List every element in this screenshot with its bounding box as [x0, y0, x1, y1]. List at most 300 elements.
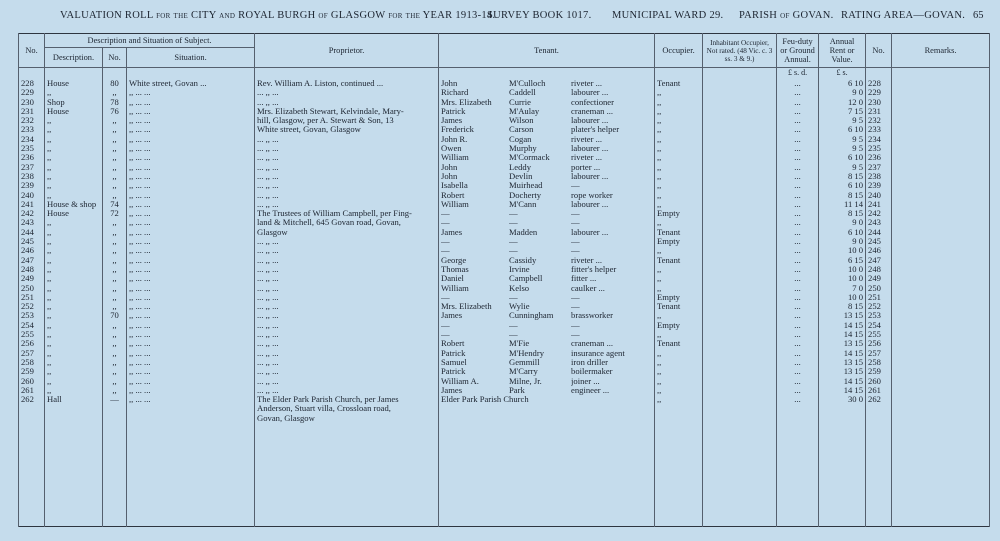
row-situation: ,, ... ...	[127, 125, 255, 134]
row-description: ,,	[45, 116, 103, 125]
tenant-occupation: engineer ...	[571, 385, 610, 395]
row-tenant	[439, 321, 655, 330]
row-feu-duty: ...	[777, 144, 819, 153]
row-tenant	[439, 395, 655, 404]
row-situation: ,, ... ...	[127, 98, 255, 107]
row-number: ,,	[103, 228, 127, 237]
row-annual-rent: 8 15	[819, 209, 866, 218]
row-annual-rent: 8 15	[819, 302, 866, 311]
row-no: 236	[19, 153, 45, 162]
row-feu-duty: ...	[777, 79, 819, 88]
row-annual-rent: 6 10	[819, 79, 866, 88]
tenant-occupation: —	[571, 237, 580, 247]
row-feu-duty: ...	[777, 321, 819, 330]
row-situation: ,, ... ...	[127, 293, 255, 302]
tenant-forename: —	[441, 218, 450, 228]
row-remarks	[892, 284, 990, 293]
table-row	[19, 404, 990, 413]
row-feu-duty: ...	[777, 386, 819, 395]
row-occupier	[655, 404, 703, 413]
row-remarks	[892, 181, 990, 190]
row-feu-duty: ...	[777, 265, 819, 274]
row-number: 72	[103, 209, 127, 218]
tenant-surname: Milne, Jr.	[509, 376, 542, 386]
row-occupier: ,,	[655, 88, 703, 97]
row-no: 232	[19, 116, 45, 125]
row-inhabitant	[703, 367, 777, 376]
row-number: ,,	[103, 125, 127, 134]
row-feu-duty: ...	[777, 209, 819, 218]
row-inhabitant	[703, 377, 777, 386]
table-row	[19, 284, 990, 293]
row-inhabitant	[703, 339, 777, 348]
row-inhabitant	[703, 163, 777, 172]
table-row	[19, 88, 990, 97]
row-annual-rent: 14 15	[819, 321, 866, 330]
row-description: Shop	[45, 98, 103, 107]
row-occupier: ,,	[655, 377, 703, 386]
tenant-surname: M'Aulay	[509, 106, 540, 116]
row-description: ,,	[45, 88, 103, 97]
row-feu-duty: ...	[777, 163, 819, 172]
tenant-surname: Leddy	[509, 162, 531, 172]
tenant-occupation: fitter's helper	[571, 264, 617, 274]
row-tenant	[439, 144, 655, 153]
row-no-right: 244	[866, 228, 892, 237]
row-no-right: 247	[866, 256, 892, 265]
row-situation	[127, 404, 255, 413]
row-no-right: 260	[866, 377, 892, 386]
tenant-occupation: rope worker	[571, 190, 613, 200]
row-tenant	[439, 209, 655, 218]
tenant-surname: M'Cormack	[509, 153, 550, 163]
row-proprietor: The Elder Park Parish Church, per James	[255, 395, 439, 404]
row-number: ,,	[103, 191, 127, 200]
table-row	[19, 79, 990, 88]
row-remarks	[892, 349, 990, 358]
row-tenant	[439, 163, 655, 172]
row-proprietor: Govan, Glasgow	[255, 414, 439, 423]
tenant-occupation: boilermaker	[571, 367, 613, 377]
tenant-surname: M'Hendry	[509, 348, 544, 358]
row-inhabitant	[703, 330, 777, 339]
row-no-right: 232	[866, 116, 892, 125]
table-row	[19, 321, 990, 330]
row-proprietor: Mrs. Elizabeth Stewart, Kelvindale, Mary-	[255, 107, 439, 116]
row-occupier: Empty	[655, 321, 703, 330]
row-occupier: ,,	[655, 386, 703, 395]
row-occupier: ,,	[655, 218, 703, 227]
rent-units: £ s.	[819, 68, 866, 80]
page-number: 65	[973, 10, 984, 21]
row-no-right: 228	[866, 79, 892, 88]
table-row	[19, 274, 990, 283]
row-annual-rent: 6 10	[819, 181, 866, 190]
row-description: ,,	[45, 311, 103, 320]
row-proprietor: ... ,, ...	[255, 153, 439, 162]
tenant-surname: Currie	[509, 97, 531, 107]
row-annual-rent: 8 15	[819, 172, 866, 181]
row-occupier: ,,	[655, 200, 703, 209]
row-occupier: Tenant	[655, 79, 703, 88]
row-description: House	[45, 107, 103, 116]
row-remarks	[892, 330, 990, 339]
row-number: 70	[103, 311, 127, 320]
col-inhabitant-occupier: Inhabitant Occupier, Not rated. (48 Vic. c. 3 ss. 3 & 9.)	[703, 34, 777, 68]
row-feu-duty	[777, 404, 819, 413]
row-number	[103, 414, 127, 423]
row-tenant	[439, 349, 655, 358]
row-no-right: 229	[866, 88, 892, 97]
row-remarks	[892, 274, 990, 283]
row-number: ,,	[103, 377, 127, 386]
row-no: 262	[19, 395, 45, 404]
row-remarks	[892, 237, 990, 246]
tenant-forename: Daniel	[441, 274, 464, 284]
row-annual-rent	[819, 404, 866, 413]
row-number: ,,	[103, 349, 127, 358]
row-feu-duty	[777, 414, 819, 423]
row-occupier: ,,	[655, 395, 703, 404]
tenant-forename: William A.	[441, 376, 479, 386]
table-row	[19, 125, 990, 134]
row-proprietor: ... ,, ...	[255, 237, 439, 246]
row-description: ,,	[45, 293, 103, 302]
row-no-right: 249	[866, 274, 892, 283]
row-feu-duty: ...	[777, 116, 819, 125]
tenant-forename: —	[441, 237, 450, 247]
tenant-forename: Mrs. Elizabeth	[441, 97, 492, 107]
tenant-forename: Elder Park Parish Church	[441, 395, 529, 405]
row-no-right: 246	[866, 246, 892, 255]
row-remarks	[892, 386, 990, 395]
row-no-right: 258	[866, 358, 892, 367]
row-situation: ,, ... ...	[127, 311, 255, 320]
row-inhabitant	[703, 181, 777, 190]
row-no-right: 259	[866, 367, 892, 376]
row-annual-rent: 13 15	[819, 367, 866, 376]
tenant-occupation	[583, 395, 653, 404]
tenant-occupation: riveter ...	[571, 134, 603, 144]
row-inhabitant	[703, 246, 777, 255]
row-proprietor: Rev. William A. Liston, continued ...	[255, 79, 439, 88]
row-annual-rent: 9 0	[819, 88, 866, 97]
row-number: ,,	[103, 218, 127, 227]
row-tenant	[439, 265, 655, 274]
row-description: ,,	[45, 153, 103, 162]
row-description: ,,	[45, 321, 103, 330]
tenant-occupation: —	[571, 246, 580, 256]
table-row	[19, 144, 990, 153]
row-proprietor: ... ,, ...	[255, 321, 439, 330]
row-situation: ,, ... ...	[127, 144, 255, 153]
row-proprietor: ... ,, ...	[255, 265, 439, 274]
row-description: ,,	[45, 367, 103, 376]
row-remarks	[892, 265, 990, 274]
row-number	[103, 404, 127, 413]
row-no: 229	[19, 88, 45, 97]
table-row	[19, 237, 990, 246]
row-remarks	[892, 293, 990, 302]
row-situation: ,, ... ...	[127, 181, 255, 190]
row-feu-duty: ...	[777, 395, 819, 404]
row-annual-rent: 9 5	[819, 144, 866, 153]
table-row	[19, 395, 990, 404]
tenant-surname: Caddell	[509, 88, 536, 98]
row-tenant	[439, 330, 655, 339]
row-no: 244	[19, 228, 45, 237]
tenant-occupation: labourer ...	[571, 227, 609, 237]
row-description: House	[45, 209, 103, 218]
row-annual-rent: 6 10	[819, 125, 866, 134]
table-row	[19, 153, 990, 162]
row-description: ,,	[45, 172, 103, 181]
row-situation: ,, ... ...	[127, 209, 255, 218]
row-proprietor: ... ,, ...	[255, 358, 439, 367]
table-row	[19, 228, 990, 237]
col-number: No.	[103, 48, 127, 68]
row-annual-rent: 14 15	[819, 330, 866, 339]
row-proprietor: ... ,, ...	[255, 163, 439, 172]
row-no: 256	[19, 339, 45, 348]
tenant-surname: Campbell	[509, 274, 543, 284]
row-no-right	[866, 404, 892, 413]
row-remarks	[892, 367, 990, 376]
tenant-forename: George	[441, 255, 467, 265]
row-annual-rent: 9 0	[819, 218, 866, 227]
tenant-occupation: —	[571, 330, 580, 340]
row-remarks	[892, 191, 990, 200]
tenant-forename: —	[441, 292, 450, 302]
row-inhabitant	[703, 237, 777, 246]
row-inhabitant	[703, 125, 777, 134]
tenant-forename: —	[441, 246, 450, 256]
row-feu-duty: ...	[777, 339, 819, 348]
row-occupier: Tenant	[655, 256, 703, 265]
row-no: 254	[19, 321, 45, 330]
row-situation	[127, 414, 255, 423]
row-situation: ,, ... ...	[127, 256, 255, 265]
row-proprietor: ... ,, ...	[255, 256, 439, 265]
row-no: 240	[19, 191, 45, 200]
row-inhabitant	[703, 274, 777, 283]
row-situation: ,, ... ...	[127, 358, 255, 367]
row-remarks	[892, 228, 990, 237]
row-number: ,,	[103, 265, 127, 274]
tenant-occupation: plater's helper	[571, 125, 620, 135]
row-feu-duty: ...	[777, 228, 819, 237]
row-proprietor: ... ,, ...	[255, 377, 439, 386]
row-feu-duty: ...	[777, 358, 819, 367]
tenant-occupation: labourer ...	[571, 88, 609, 98]
row-occupier: Empty	[655, 209, 703, 218]
table-row	[19, 358, 990, 367]
row-no: 245	[19, 237, 45, 246]
row-tenant	[439, 284, 655, 293]
row-no-right: 251	[866, 293, 892, 302]
row-remarks	[892, 414, 990, 423]
row-inhabitant	[703, 358, 777, 367]
row-feu-duty: ...	[777, 274, 819, 283]
tenant-occupation: brassworker	[571, 311, 614, 321]
row-no: 248	[19, 265, 45, 274]
tenant-forename: William	[441, 199, 469, 209]
tenant-forename: Isabella	[441, 181, 468, 191]
row-number: 78	[103, 98, 127, 107]
row-inhabitant	[703, 153, 777, 162]
row-no: 231	[19, 107, 45, 116]
row-feu-duty: ...	[777, 311, 819, 320]
row-situation: ,, ... ...	[127, 88, 255, 97]
row-description: ,,	[45, 218, 103, 227]
row-occupier: Tenant	[655, 302, 703, 311]
row-remarks	[892, 218, 990, 227]
table-row	[19, 98, 990, 107]
tenant-surname: Cassidy	[509, 255, 537, 265]
row-tenant	[439, 125, 655, 134]
row-feu-duty: ...	[777, 172, 819, 181]
tenant-occupation: riveter ...	[571, 79, 603, 88]
row-occupier: ,,	[655, 191, 703, 200]
row-number: 74	[103, 200, 127, 209]
row-number: ,,	[103, 135, 127, 144]
tenant-occupation: riveter ...	[571, 255, 603, 265]
row-feu-duty: ...	[777, 284, 819, 293]
row-tenant	[439, 98, 655, 107]
row-no-right: 237	[866, 163, 892, 172]
table-row	[19, 339, 990, 348]
tenant-forename: William	[441, 153, 469, 163]
row-remarks	[892, 339, 990, 348]
row-occupier: ,,	[655, 330, 703, 339]
tenant-forename: John	[441, 171, 458, 181]
table-row	[19, 414, 990, 423]
row-remarks	[892, 107, 990, 116]
row-no: 250	[19, 284, 45, 293]
row-annual-rent: 7 0	[819, 284, 866, 293]
row-annual-rent: 14 15	[819, 349, 866, 358]
col-feu-duty: Feu-duty or Ground Annual.	[777, 34, 819, 68]
row-no-right: 250	[866, 284, 892, 293]
row-proprietor: land & Mitchell, 645 Govan road, Govan,	[255, 218, 439, 227]
row-no: 261	[19, 386, 45, 395]
tenant-surname: Park	[509, 385, 525, 395]
row-no-right: 261	[866, 386, 892, 395]
tenant-occupation: labourer ...	[571, 171, 609, 181]
row-no-right: 242	[866, 209, 892, 218]
tenant-surname: Devlin	[509, 171, 533, 181]
row-no: 237	[19, 163, 45, 172]
row-no	[19, 414, 45, 423]
row-proprietor: White street, Govan, Glasgow	[255, 125, 439, 134]
tenant-occupation: labourer ...	[571, 116, 609, 126]
tenant-surname: —	[509, 292, 518, 302]
row-description: ,,	[45, 265, 103, 274]
row-description: ,,	[45, 237, 103, 246]
row-tenant	[439, 339, 655, 348]
row-no-right: 238	[866, 172, 892, 181]
col-remarks: Remarks.	[892, 34, 990, 68]
row-inhabitant	[703, 116, 777, 125]
row-remarks	[892, 163, 990, 172]
row-description: ,,	[45, 144, 103, 153]
row-tenant	[439, 386, 655, 395]
row-no: 251	[19, 293, 45, 302]
row-occupier: ,,	[655, 367, 703, 376]
tenant-forename: Frederick	[441, 125, 474, 135]
row-number: ,,	[103, 246, 127, 255]
row-proprietor: ... ,, ...	[255, 302, 439, 311]
row-situation: ,, ... ...	[127, 349, 255, 358]
row-no: 238	[19, 172, 45, 181]
row-situation: ,, ... ...	[127, 246, 255, 255]
row-feu-duty: ...	[777, 200, 819, 209]
row-no: 230	[19, 98, 45, 107]
row-no-right: 234	[866, 135, 892, 144]
row-no-right: 235	[866, 144, 892, 153]
survey-book: SURVEY BOOK 1017.	[487, 10, 592, 21]
tenant-forename: Patrick	[441, 106, 466, 116]
row-feu-duty: ...	[777, 125, 819, 134]
row-tenant	[439, 191, 655, 200]
row-no-right: 254	[866, 321, 892, 330]
row-proprietor: ... ,, ...	[255, 311, 439, 320]
row-situation: ,, ... ...	[127, 265, 255, 274]
row-proprietor: The Trustees of William Campbell, per Fing-	[255, 209, 439, 218]
row-inhabitant	[703, 191, 777, 200]
row-description	[45, 414, 103, 423]
row-number: ,,	[103, 284, 127, 293]
tenant-forename: —	[441, 320, 450, 330]
row-proprietor: ... ,, ...	[255, 144, 439, 153]
row-no: 257	[19, 349, 45, 358]
table-row	[19, 302, 990, 311]
row-proprietor: ... ,, ...	[255, 98, 439, 107]
row-feu-duty: ...	[777, 293, 819, 302]
tenant-forename: —	[441, 330, 450, 340]
row-tenant	[439, 237, 655, 246]
row-description: ,,	[45, 377, 103, 386]
row-number: ,,	[103, 339, 127, 348]
row-remarks	[892, 358, 990, 367]
row-occupier: ,,	[655, 153, 703, 162]
tenant-surname: M'Cann	[509, 199, 537, 209]
tenant-occupation: insurance agent	[571, 348, 625, 358]
table-row	[19, 367, 990, 376]
row-no: 249	[19, 274, 45, 283]
table-row	[19, 330, 990, 339]
tenant-forename: Owen	[441, 144, 462, 154]
row-situation: ,, ... ...	[127, 200, 255, 209]
tenant-forename: Samuel	[441, 357, 467, 367]
row-annual-rent: 6 10	[819, 228, 866, 237]
row-occupier: Tenant	[655, 339, 703, 348]
row-annual-rent: 10 0	[819, 246, 866, 255]
row-remarks	[892, 88, 990, 97]
row-tenant	[439, 414, 655, 423]
row-no-right: 257	[866, 349, 892, 358]
tenant-surname: —	[509, 237, 518, 247]
row-description: ,,	[45, 191, 103, 200]
row-proprietor: ... ,, ...	[255, 172, 439, 181]
row-proprietor: ... ,, ...	[255, 284, 439, 293]
tenant-surname: Gemmill	[509, 357, 540, 367]
row-remarks	[892, 98, 990, 107]
row-situation: ,, ... ...	[127, 163, 255, 172]
row-no: 233	[19, 125, 45, 134]
row-situation: White street, Govan ...	[127, 79, 255, 88]
row-description: ,,	[45, 358, 103, 367]
